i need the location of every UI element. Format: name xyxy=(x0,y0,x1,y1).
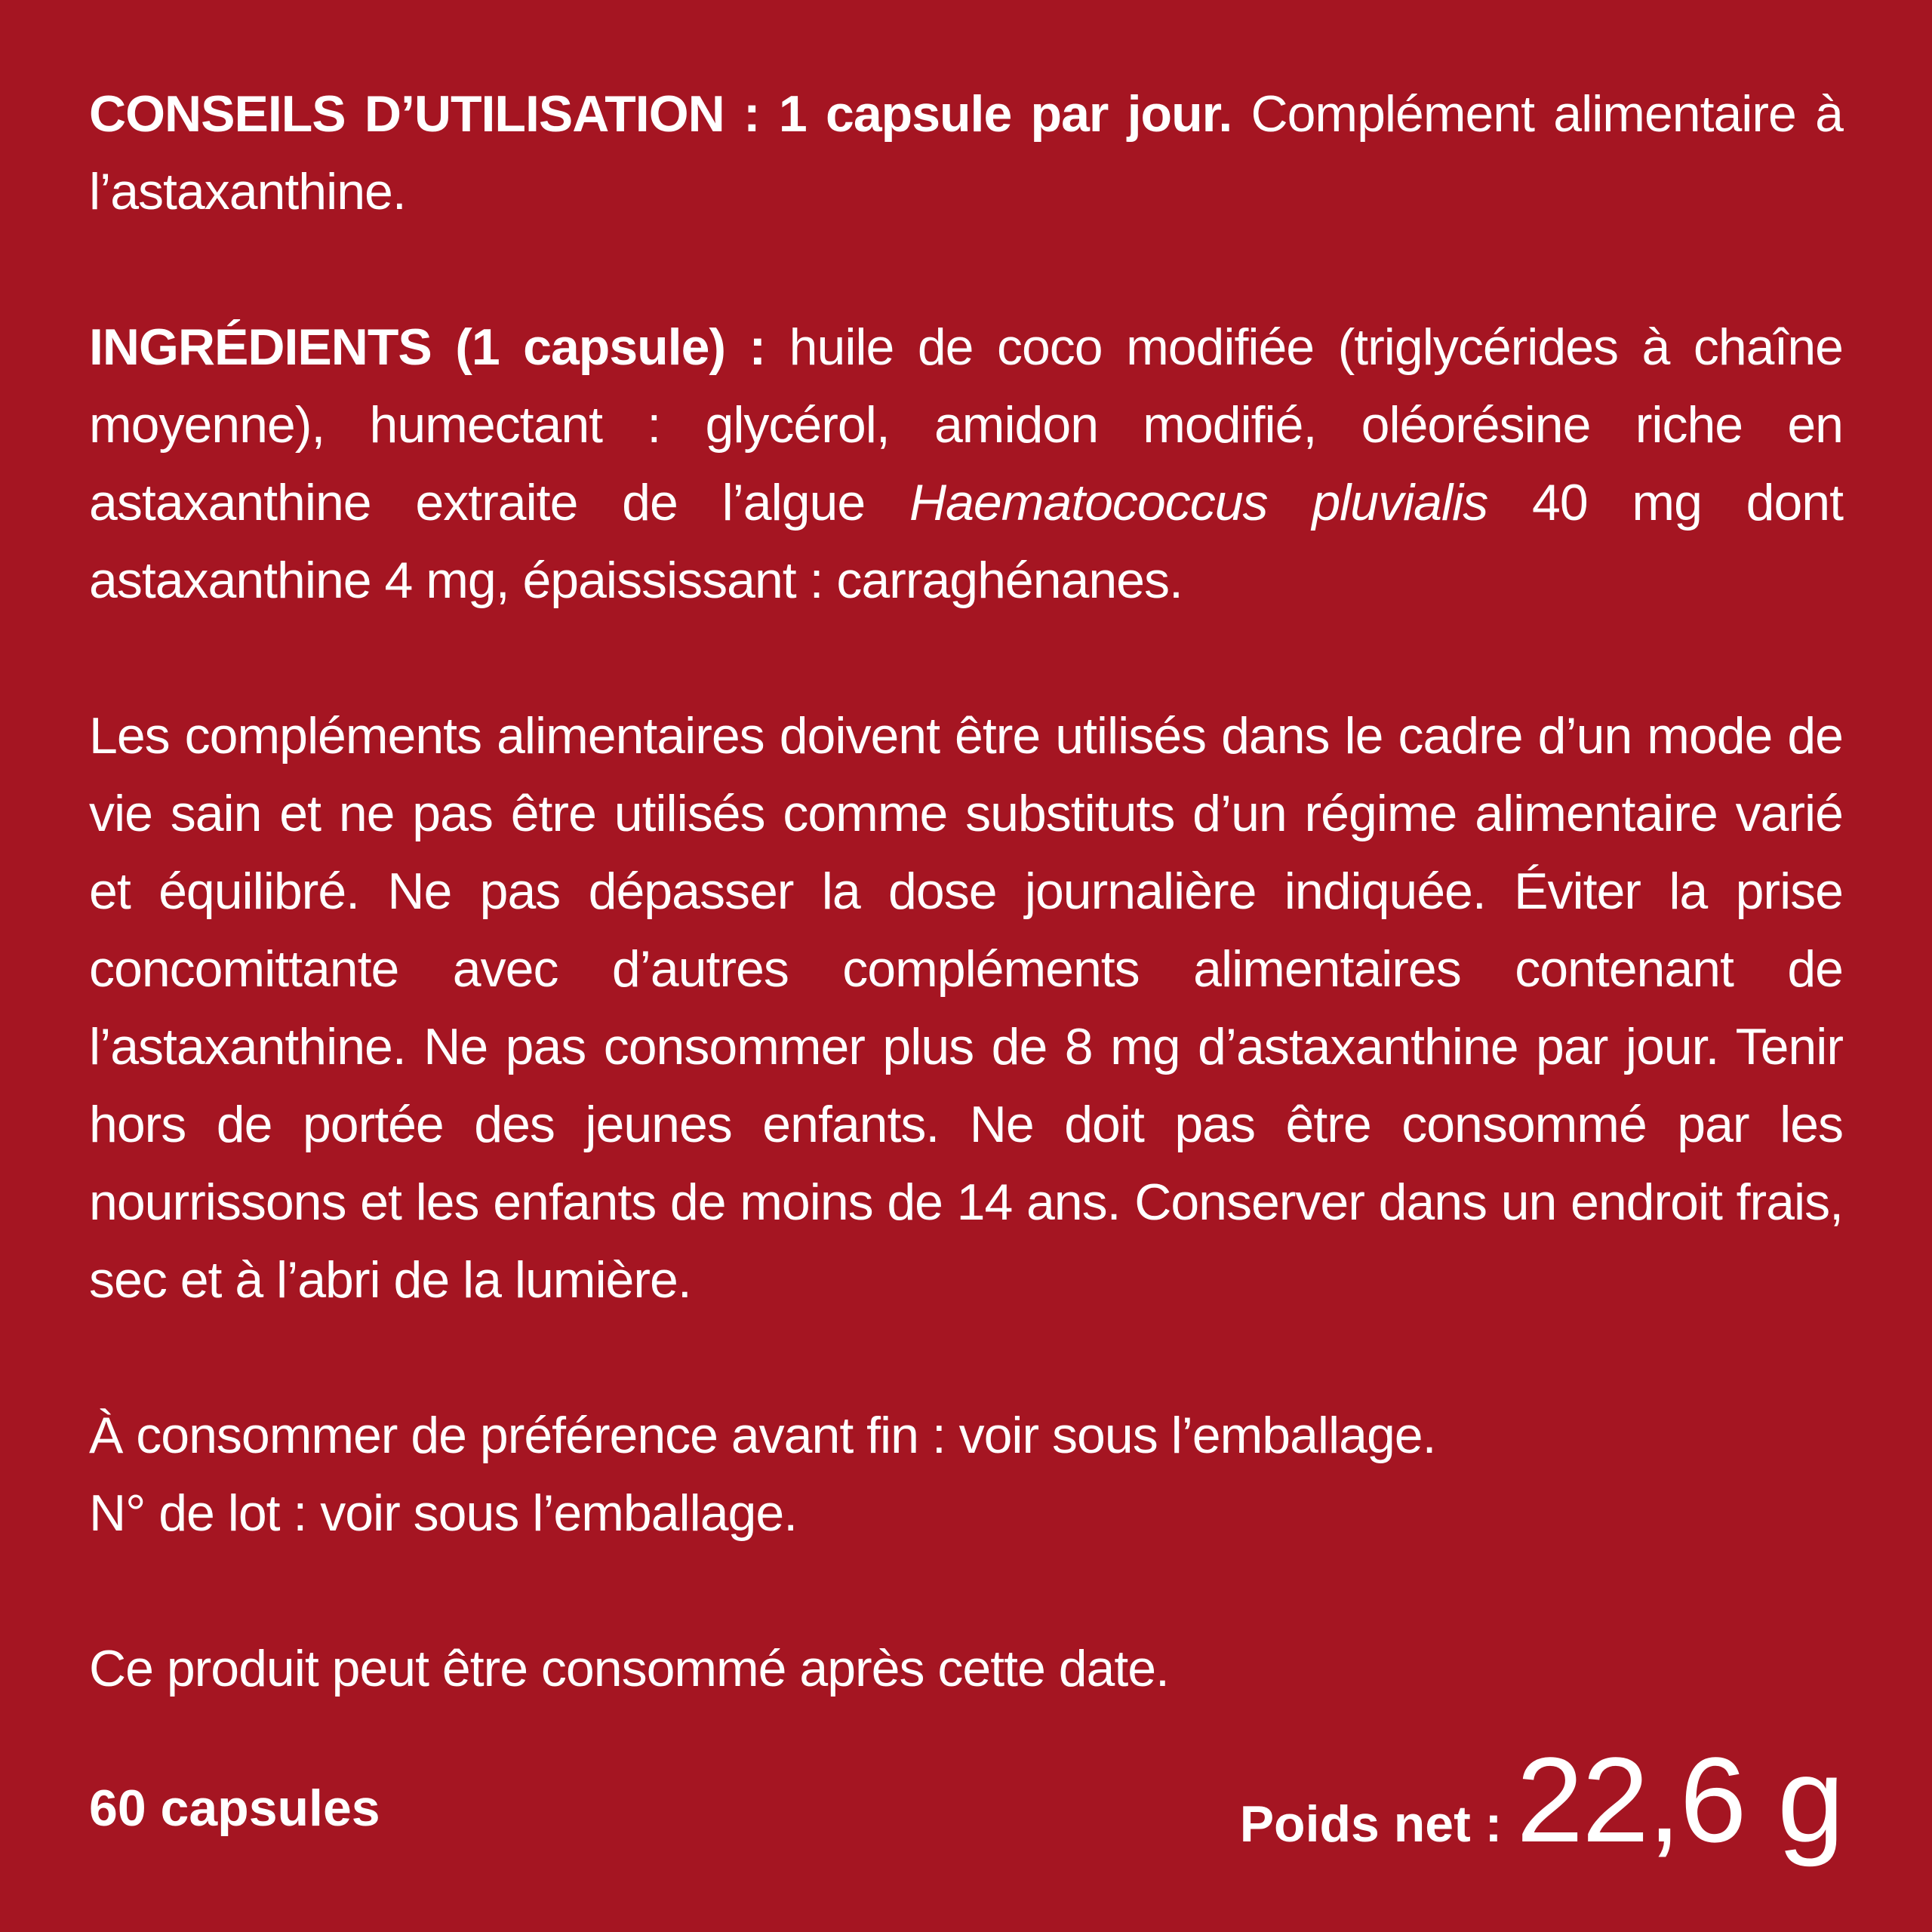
capsule-count: 60 capsules xyxy=(89,1780,380,1837)
net-weight xyxy=(1239,1732,1843,1867)
ingredients-species: Haematococcus pluvialis xyxy=(909,474,1488,531)
lot-line: N° de lot : voir sous l’emballage. xyxy=(89,1484,798,1542)
label-footer xyxy=(89,1732,1843,1867)
label-text-panel xyxy=(89,75,1843,1786)
ingredients-text-before: huile de coco modifiée (triglycérides à chaîne moyenne), humectant : glycérol, amidon modifié, oléorésine riche en astaxanthine extraite de l’algue xyxy=(89,318,1843,531)
ingredients-paragraph xyxy=(89,309,1843,620)
best-before-line: À consommer de préférence avant fin : voir sous l’emballage. xyxy=(89,1407,1436,1464)
usage-text: Complément alimentaire à l’astaxanthine. xyxy=(89,85,1843,220)
dates-paragraph xyxy=(89,1397,1843,1552)
ingredients-text-after: 40 mg dont astaxanthine 4 mg, épaississant : carraghénanes. xyxy=(89,474,1844,609)
net-weight-label: Poids net : xyxy=(1239,1795,1517,1853)
usage-paragraph xyxy=(89,75,1843,231)
usage-heading: CONSEILS D’UTILISATION : 1 capsule par jour. xyxy=(89,85,1232,143)
warnings-paragraph: Les compléments alimentaires doivent être utilisés dans le cadre d’un mode de vie sain et ne pas être utilisés comme substituts d’un régime alimentaire varié et équilibré. Ne pas dépasser la dose journalière indiquée. Éviter la prise concomittante avec d’autres compléments alimentaires contenant de l’astaxanthine. Ne pas consommer plus de 8 mg d’astaxanthine par jour. Tenir hors de portée des jeunes enfants. Ne doit pas être consommé par les nourrissons et les enfants de moins de 14 ans. Conserver dans un endroit frais, sec et à l’abri de la lumière. xyxy=(89,707,1843,1309)
ingredients-heading: INGRÉDIENTS (1 capsule) : xyxy=(89,318,766,376)
net-weight-value: 22,6 g xyxy=(1516,1732,1843,1867)
after-date-line: Ce produit peut être consommé après cette date. xyxy=(89,1640,1169,1697)
